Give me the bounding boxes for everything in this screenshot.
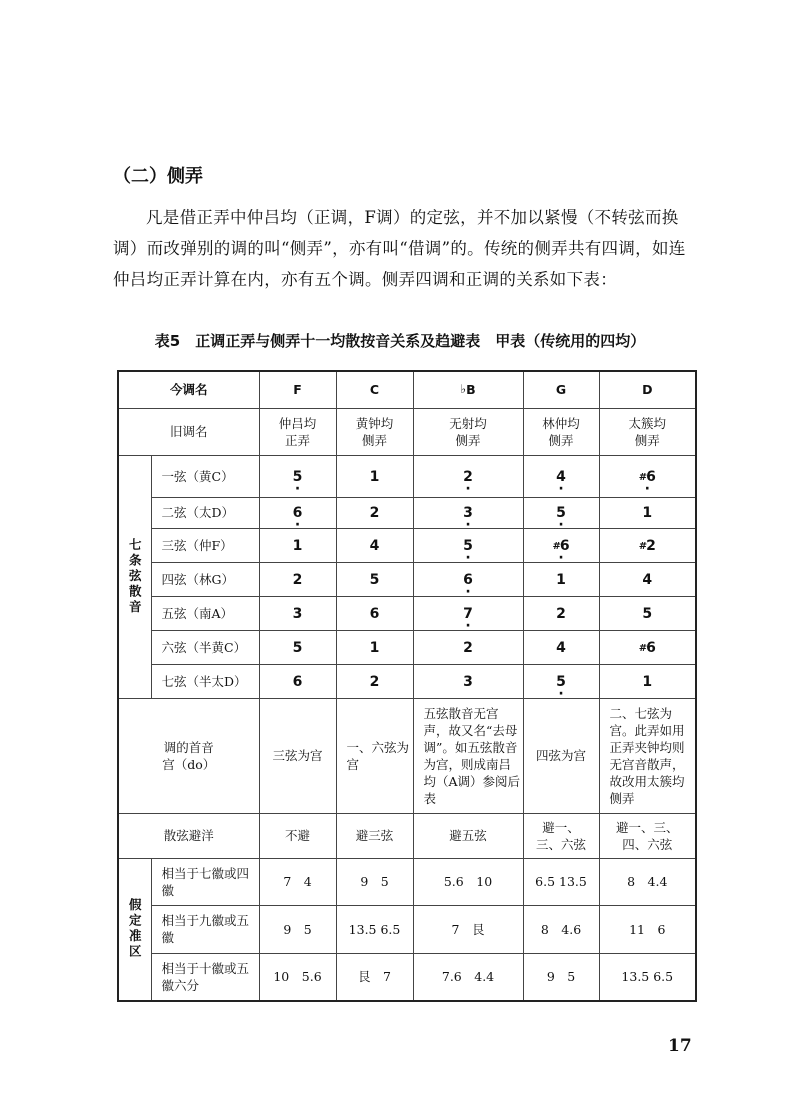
modern-key-row <box>118 371 696 408</box>
zone-value: 9 5 <box>259 905 336 953</box>
string-row <box>118 596 696 630</box>
flat-sign: ♭ <box>460 382 467 397</box>
note-cell <box>336 596 413 630</box>
string-label: 五弦（南A） <box>151 596 259 630</box>
key-cell: D <box>599 371 696 408</box>
note-cell <box>599 528 696 562</box>
note-cell <box>523 528 599 562</box>
note-digit: 6 <box>369 605 380 622</box>
tonic-cell: 一、六弦为宫 <box>336 698 413 813</box>
note-cell <box>413 630 523 664</box>
zone-row <box>118 905 696 953</box>
tonic-cell: 四弦为宫 <box>523 698 599 813</box>
note-digit: 1 <box>556 571 566 588</box>
note-cell <box>413 562 523 596</box>
jianpu-note <box>457 573 479 588</box>
note-digit: 5 <box>369 571 380 588</box>
tonic-label: 调的首音宫（do） <box>118 698 259 813</box>
avoid-cell: 避一、三、四、六弦 <box>599 813 696 858</box>
modern-key-label: 今调名 <box>118 371 259 408</box>
note-digit: 5 <box>463 537 473 554</box>
avoid-cell: 避五弦 <box>413 813 523 858</box>
jianpu-note <box>550 470 572 485</box>
avoid-label: 散弦避洋 <box>118 813 259 858</box>
strings-body <box>118 455 696 698</box>
zone-row <box>118 858 696 905</box>
jianpu-note <box>457 607 479 622</box>
note-digit: 5 <box>292 639 303 656</box>
tonic-cell: 五弦散音无宫声，故又名“去母调”。如五弦散音为宫，则成南吕均（A调）参阅后表 <box>413 698 523 813</box>
jianpu-note <box>287 573 309 588</box>
old-name-row <box>118 408 696 455</box>
strings-group-label: 七条弦散音 <box>118 455 151 698</box>
jianpu-note <box>550 506 572 521</box>
jianpu-note <box>287 470 309 485</box>
note-cell <box>523 497 599 528</box>
note-digit: 3 <box>463 673 473 690</box>
jianpu-note <box>287 539 309 554</box>
note-cell <box>599 664 696 698</box>
note-digit: 1 <box>369 639 380 656</box>
jianpu-note <box>550 641 572 656</box>
note-digit: 1 <box>292 537 303 554</box>
jianpu-note <box>287 506 309 521</box>
old-name-label: 旧调名 <box>118 408 259 455</box>
note-digit: 3 <box>463 505 473 521</box>
note-cell <box>413 455 523 497</box>
note-digit: 2 <box>646 537 656 554</box>
jianpu-note <box>287 641 309 656</box>
string-row <box>118 630 696 664</box>
note-digit: 3 <box>292 605 303 622</box>
string-row <box>118 455 696 497</box>
zone-label: 相当于九徽或五徽 <box>151 905 259 953</box>
avoid-cell: 避三弦 <box>336 813 413 858</box>
zones-body <box>118 858 696 1001</box>
zone-value: 7 4 <box>259 858 336 905</box>
old-name-cell: 太簇均 侧弄 <box>599 408 696 455</box>
jianpu-note <box>633 470 662 485</box>
string-label: 七弦（半太D） <box>151 664 259 698</box>
key-cell: F <box>259 371 336 408</box>
jianpu-note <box>550 573 572 588</box>
note-digit: 2 <box>556 605 566 622</box>
jianpu-note <box>364 607 386 622</box>
note-digit: 2 <box>369 505 380 521</box>
jianpu-note <box>364 539 386 554</box>
jianpu-note <box>287 607 309 622</box>
note-digit: 4 <box>556 639 566 656</box>
note-cell <box>259 562 336 596</box>
note-digit: 5 <box>292 468 303 485</box>
note-cell <box>413 528 523 562</box>
jianpu-note <box>364 470 386 485</box>
zone-value: 8 4.4 <box>599 858 696 905</box>
note-cell <box>523 596 599 630</box>
jianpu-note <box>457 539 479 554</box>
note-digit: 4 <box>369 537 380 554</box>
note-digit: 1 <box>642 505 653 521</box>
jianpu-note <box>550 675 572 690</box>
note-digit: 6 <box>646 468 656 485</box>
zone-value: 13.5 6.5 <box>336 905 413 953</box>
note-cell <box>336 630 413 664</box>
jianpu-note <box>636 675 658 690</box>
note-digit: 5 <box>642 605 653 622</box>
old-name-cell: 黄钟均 侧弄 <box>336 408 413 455</box>
note-cell <box>523 630 599 664</box>
zone-value: 9 5 <box>523 953 599 1001</box>
zone-value: 10 5.6 <box>259 953 336 1001</box>
jianpu-note <box>457 675 479 690</box>
note-digit: 4 <box>556 468 566 485</box>
zone-value: 11 6 <box>599 905 696 953</box>
string-row <box>118 562 696 596</box>
sharp-sign: # <box>638 540 648 552</box>
zone-value: 7 艮 <box>413 905 523 953</box>
note-cell <box>413 497 523 528</box>
string-label: 一弦（黄C） <box>151 455 259 497</box>
note-digit: 1 <box>642 673 653 690</box>
zone-row <box>118 953 696 1001</box>
jianpu-note <box>636 506 658 521</box>
jianpu-note <box>457 506 479 521</box>
note-digit: 6 <box>292 505 303 521</box>
tonic-cell: 三弦为宫 <box>259 698 336 813</box>
jianpu-note <box>546 539 575 554</box>
section-heading: （二）侧弄 <box>113 166 203 187</box>
tonic-row <box>118 698 696 813</box>
tuning-table <box>117 370 697 1002</box>
note-digit: 6 <box>292 673 303 690</box>
note-cell <box>336 664 413 698</box>
string-row <box>118 528 696 562</box>
zone-label: 相当于七徽或四徽 <box>151 858 259 905</box>
zone-value: 8 4.6 <box>523 905 599 953</box>
jianpu-note <box>364 506 386 521</box>
old-name-cell: 林仲均 侧弄 <box>523 408 599 455</box>
jianpu-note <box>457 641 479 656</box>
key-cell: G <box>523 371 599 408</box>
note-digit: 6 <box>646 639 656 656</box>
jianpu-note <box>633 539 662 554</box>
note-cell <box>336 562 413 596</box>
table-caption: 表5 正调正弄与侧弄十一均散按音关系及趋避表 甲表（传统用的四均） <box>154 332 646 350</box>
jianpu-note <box>364 675 386 690</box>
note-cell <box>413 664 523 698</box>
key-cell: C <box>336 371 413 408</box>
note-digit: 4 <box>642 571 653 588</box>
zone-value: 9 5 <box>336 858 413 905</box>
note-digit: 6 <box>463 571 473 588</box>
body-paragraph: 凡是借正弄中仲吕均（正调，F调）的定弦，并不加以紧慢（不转弦而换调）而改弹别的调的叫“侧弄”，亦有叫“借调”的。传统的侧弄共有四调，如连仲吕均正弄计算在内，亦有五个调。侧弄四调和正调的关系如下表： <box>113 208 686 289</box>
note-cell <box>599 596 696 630</box>
note-cell <box>259 596 336 630</box>
jianpu-note <box>287 675 309 690</box>
jianpu-note <box>364 573 386 588</box>
sharp-sign: # <box>638 642 648 654</box>
note-cell <box>336 528 413 562</box>
note-cell <box>523 455 599 497</box>
note-cell <box>259 630 336 664</box>
note-cell <box>259 455 336 497</box>
string-label: 四弦（林G） <box>151 562 259 596</box>
note-digit: 2 <box>369 673 380 690</box>
note-digit: 1 <box>369 468 380 485</box>
note-digit: 2 <box>463 639 473 656</box>
key-letter: B <box>466 382 476 398</box>
zone-value: 13.5 6.5 <box>599 953 696 1001</box>
zone-value: 艮 7 <box>336 953 413 1001</box>
note-digit: 7 <box>463 605 473 622</box>
zone-label: 相当于十徽或五徽六分 <box>151 953 259 1001</box>
jianpu-note <box>457 470 479 485</box>
jianpu-note <box>550 607 572 622</box>
string-row <box>118 664 696 698</box>
page-number: 17 <box>668 1036 692 1056</box>
zone-value: 7.6 4.4 <box>413 953 523 1001</box>
note-cell <box>413 596 523 630</box>
note-digit: 6 <box>559 537 570 554</box>
note-cell <box>599 562 696 596</box>
jianpu-note <box>636 573 658 588</box>
jianpu-note <box>633 641 662 656</box>
key-cell <box>413 371 523 408</box>
jianpu-note <box>636 607 658 622</box>
note-digit: 5 <box>556 673 566 690</box>
note-cell <box>336 497 413 528</box>
string-row <box>118 497 696 528</box>
sharp-sign: # <box>638 471 648 483</box>
string-label: 二弦（太D） <box>151 497 259 528</box>
jianpu-note <box>364 641 386 656</box>
note-cell <box>523 562 599 596</box>
avoid-cell: 避一、三、六弦 <box>523 813 599 858</box>
zone-value: 5.6 10 <box>413 858 523 905</box>
note-cell <box>523 664 599 698</box>
sharp-sign: # <box>552 540 561 552</box>
note-cell <box>599 497 696 528</box>
note-digit: 2 <box>463 468 473 485</box>
avoid-row <box>118 813 696 858</box>
note-digit: 2 <box>292 571 303 588</box>
old-name-cell: 无射均 侧弄 <box>413 408 523 455</box>
note-cell <box>259 497 336 528</box>
old-name-cell: 仲吕均 正弄 <box>259 408 336 455</box>
note-cell <box>259 664 336 698</box>
note-cell <box>599 455 696 497</box>
string-label: 六弦（半黄C） <box>151 630 259 664</box>
tonic-cell: 二、七弦为宫。此弄如用正弄夹钟均则无宫音散声，故改用太簇均侧弄 <box>599 698 696 813</box>
string-label: 三弦（仲F） <box>151 528 259 562</box>
note-cell <box>599 630 696 664</box>
note-cell <box>259 528 336 562</box>
zone-group-label: 假定准区 <box>118 858 151 1001</box>
note-digit: 5 <box>556 505 566 521</box>
note-cell <box>336 455 413 497</box>
zone-value: 6.5 13.5 <box>523 858 599 905</box>
avoid-cell: 不避 <box>259 813 336 858</box>
